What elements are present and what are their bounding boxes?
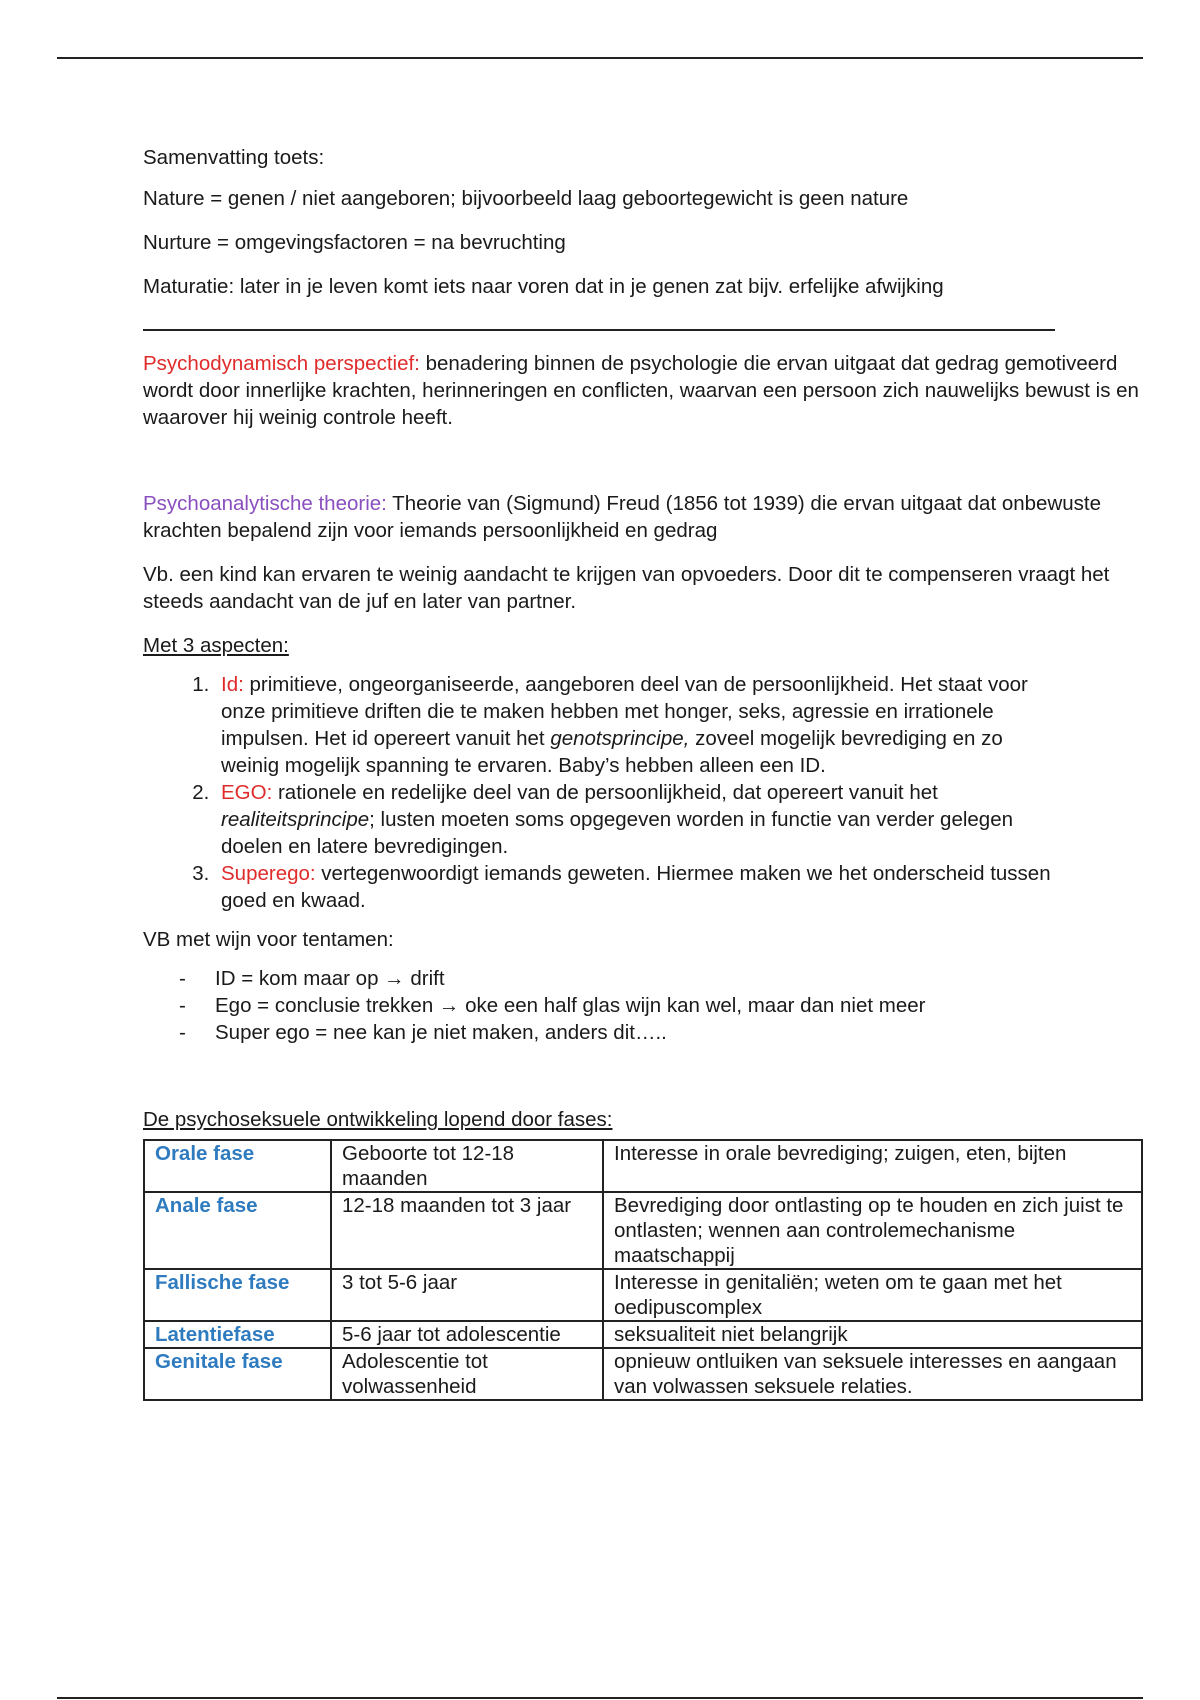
stages-heading: De psychoseksuele ontwikkeling lopend door fases: [143,1108,613,1131]
document-body [143,144,1143,1401]
phase-cell: Fallische fase [144,1269,331,1321]
list-item: 2. EGO: rationele en redelijke deel van de persoonlijkheid, dat opereert vanuit het realiteitsprincipe; lusten moeten soms opgegeven worden in functie van verder gelegen doelen en latere bevredigingen. [215,779,1055,860]
wine-example-list [143,965,1143,1046]
age-cell: 5-6 jaar tot adolescentie [331,1321,603,1348]
page-title: Samenvatting toets: [143,146,325,169]
aspect-term-id: Id: [221,673,244,696]
spacer [143,1046,1143,1106]
section-divider [143,329,1055,331]
age-cell: Geboorte tot 12-18 maanden [331,1140,603,1192]
table-row [144,1321,1142,1348]
list-item: 1. Id: primitieve, ongeorganiseerde, aangeboren deel van de persoonlijkheid. Het staat voor onze primitieve driften die te maken hebben met honger, seks, agressie en irrationele impulsen. Het id opereert vanuit het genotsprincipe, zoveel mogelijk bevrediging en zo weinig mogelijk spanning te ervaren. Baby’s hebben alleen een ID. [215,671,1055,779]
psychodynamic-term: Psychodynamisch perspectief: [143,352,420,375]
maturatie-definition: Maturatie: later in je leven komt iets naar voren dat in je genen zat bijv. erfelijke afwijking [143,275,944,298]
phase-cell: Orale fase [144,1140,331,1192]
psychoanalytic-term: Psychoanalytische theorie: [143,492,387,515]
list-item: - ID = kom maar op → drift [215,965,1143,992]
psychoanalytic-paragraph [143,490,1143,544]
aspect-term-ego: EGO: [221,781,273,804]
age-cell: 3 tot 5-6 jaar [331,1269,603,1321]
list-item: 3. Superego: vertegenwoordigt iemands geweten. Hiermee maken we het onderscheid tussen goed en kwaad. [215,860,1055,914]
description-cell: opnieuw ontluiken van seksuele interesses en aangaan van volwassen seksuele relaties. [603,1348,1142,1400]
phase-cell: Genitale fase [144,1348,331,1400]
description-cell: Interesse in orale bevrediging; zuigen, eten, bijten [603,1140,1142,1192]
psychodynamic-text: benadering binnen de psychologie die ervan uitgaat dat gedrag gemotiveerd wordt door innerlijke krachten, herinneringen en conflicten, waarvan een persoon zich nauwelijks bewust is en waarover hij weinig controle heeft. [143,352,1139,429]
psychodynamic-paragraph [143,350,1143,431]
nurture-definition: Nurture = omgevingsfactoren = na bevruchting [143,231,566,254]
aspects-list [143,671,1055,914]
psychoanalytic-text: Theorie van (Sigmund) Freud (1856 tot 1939) die ervan uitgaat dat onbewuste krachten bepalend zijn voor iemands persoonlijkheid en gedrag [143,492,1102,542]
header-rule [57,57,1143,59]
table-row [144,1140,1142,1192]
list-item: - Super ego = nee kan je niet maken, anders dit….. [215,1019,1143,1046]
table-row [144,1192,1142,1269]
table-row [144,1269,1142,1321]
description-cell: seksualiteit niet belangrijk [603,1321,1142,1348]
phase-cell: Latentiefase [144,1321,331,1348]
phase-cell: Anale fase [144,1192,331,1269]
aspect-term-superego: Superego: [221,862,316,885]
footer-rule [57,1697,1143,1699]
age-cell: Adolescentie tot volwassenheid [331,1348,603,1400]
wine-example-heading: VB met wijn voor tentamen: [143,928,394,951]
list-item: - Ego = conclusie trekken → oke een half glas wijn kan wel, maar dan niet meer [215,992,1143,1019]
description-cell: Bevrediging door ontlasting op te houden en zich juist te ontlasten; wennen aan controlemechanisme maatschappij [603,1192,1142,1269]
stages-table [143,1139,1143,1401]
age-cell: 12-18 maanden tot 3 jaar [331,1192,603,1269]
nature-definition: Nature = genen / niet aangeboren; bijvoorbeeld laag geboortegewicht is geen nature [143,187,909,210]
aspects-heading: Met 3 aspecten: [143,634,289,657]
table-row [144,1348,1142,1400]
psychoanalytic-example: Vb. een kind kan ervaren te weinig aandacht te krijgen van opvoeders. Door dit te compenseren vraagt het steeds aandacht van de juf en later van partner. [143,563,1110,613]
description-cell: Interesse in genitaliën; weten om te gaan met het oedipuscomplex [603,1269,1142,1321]
spacer [143,431,1143,490]
